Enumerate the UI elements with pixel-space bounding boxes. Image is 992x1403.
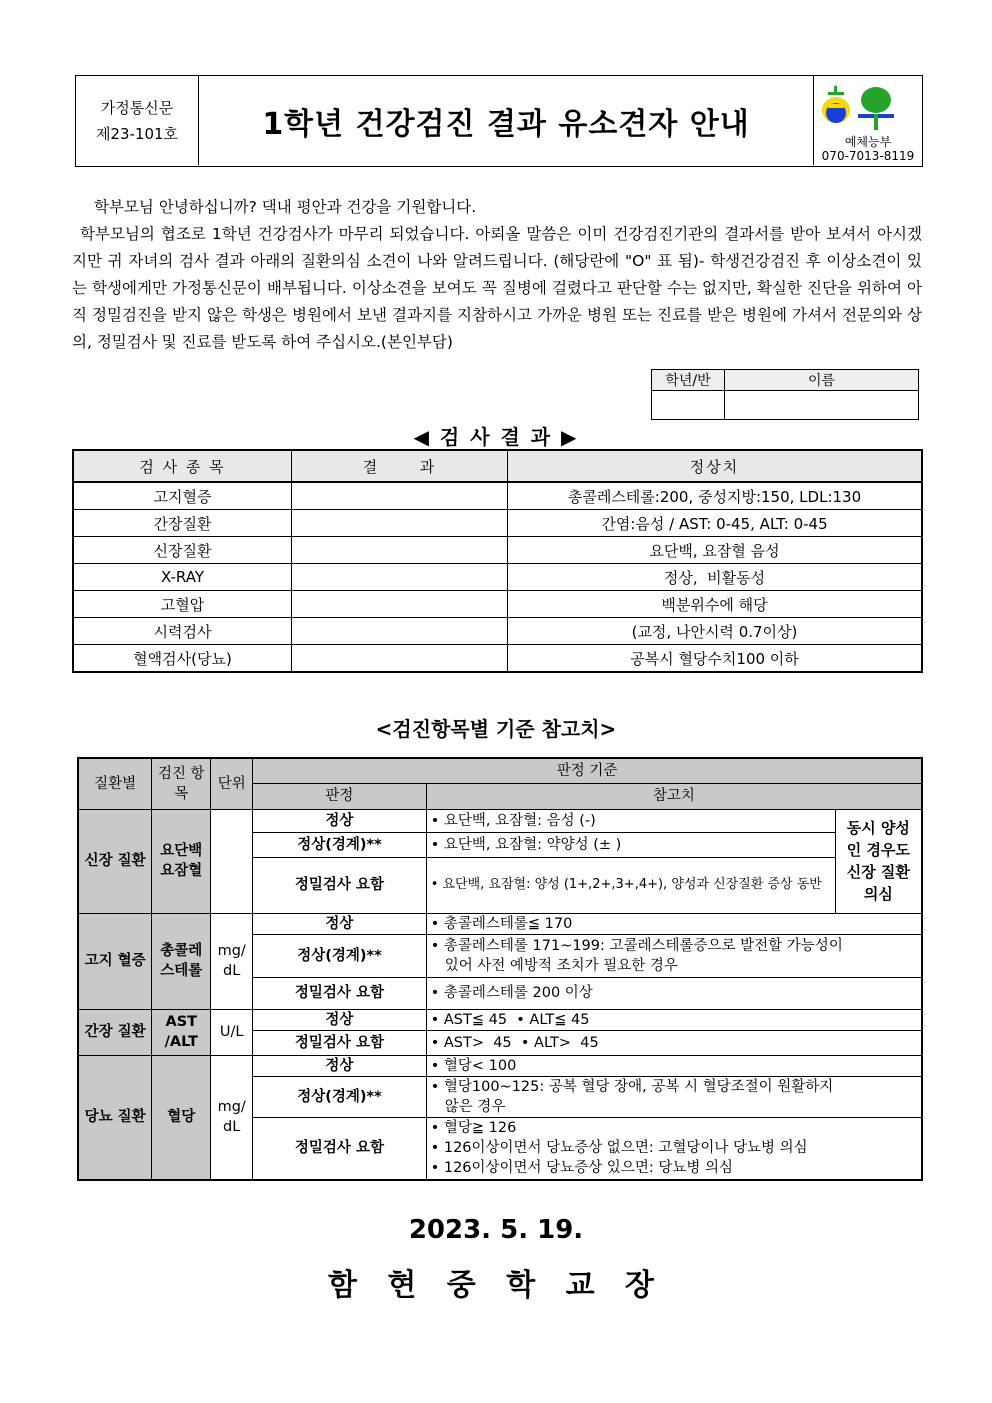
judgment-cell: 정상(경계)** (253, 1076, 427, 1117)
student-info-box (651, 369, 919, 420)
grade-class-label: 학년/반 (652, 370, 725, 391)
table-row (73, 510, 922, 537)
result-cell[interactable] (292, 591, 508, 618)
table-row (73, 564, 922, 591)
header-reference: 참고치 (426, 783, 922, 809)
reference-line: 있어 사전 예방적 조치가 필요한 경우 (444, 957, 678, 974)
header-unit: 단위 (211, 758, 253, 809)
table-row (73, 591, 922, 618)
doc-number: 제23-101호 (95, 124, 179, 143)
judgment-cell: 정밀검사 요함 (253, 1030, 427, 1055)
unit-diabetes: mg/ dL (211, 1055, 253, 1180)
header-disease: 질환별 (78, 758, 152, 809)
col-header-item: 검 사 종 목 (73, 450, 292, 482)
header-criteria: 판정 기준 (253, 758, 922, 783)
judgment-cell: 정상 (253, 809, 427, 832)
result-cell[interactable] (292, 482, 508, 510)
reference-cell: • AST> 45 • ALT> 45 (426, 1030, 922, 1055)
disease-diabetes: 당뇨 질환 (78, 1055, 152, 1180)
normal-cell: 백분위수에 해당 (508, 591, 923, 618)
col-header-normal: 정상치 (508, 450, 923, 482)
disease-liver: 간장 질환 (78, 1009, 152, 1055)
result-header-row (73, 450, 922, 482)
table-row (73, 618, 922, 645)
table-row (78, 1009, 922, 1030)
result-cell[interactable] (292, 537, 508, 564)
doc-info (76, 76, 199, 165)
normal-cell: 공복시 혈당수치100 이하 (508, 645, 923, 673)
reference-cell: • 요단백, 요잠혈: 양성 (1+,2+,3+,4+), 양성과 신장질환 증상 동반 (426, 857, 835, 913)
greeting: 학부모님 안녕하십니까? 댁내 평안과 건강을 기원합니다. (94, 198, 477, 216)
reference-section-title: <검진항목별 기준 참고치> (375, 717, 617, 741)
reference-table (77, 757, 923, 1181)
principal-signature: 함 현 중 학 교 장 (327, 1268, 665, 1303)
page-title: 1학년 건강검진 결과 유소견자 안내 (262, 106, 750, 142)
issue-date: 2023. 5. 19. (408, 1215, 584, 1245)
table-row (73, 537, 922, 564)
result-table (72, 449, 923, 673)
normal-cell: (교정, 나안시력 0.7이상) (508, 618, 923, 645)
judgment-cell: 정상(경계)** (253, 832, 427, 857)
result-cell[interactable] (292, 618, 508, 645)
intro-body: 학부모님의 협조로 1학년 건강검사가 마무리 되었습니다. 아뢰올 말씀은 이미 건강검진기관의 결과서를 받아 보셔서 아시겠지만 귀 자녀의 검사 결과 아래의 질환의심 소견이 나와 알려드립니다. (해당란에 "O" 표 됨)- 학생건강검진 후 이상소견이 있는 학생에게만 가정통신문이 배부됩니다. 이상소견을 보여도 꼭 질병에 걸렸다고 판단할 수는 없지만, 확실한 진단을 위하여 아직 정밀검진을 받지 않은 학생은 병원에서 보낸 결과지를 지참하시고 가까운 병원 또는 진료를 받은 병원에 가셔서 전문의와 상의, 정밀검사 및 진료를 받도록 하여 주십시오.(본인부담) (72, 225, 922, 351)
item-liver: AST /ALT (152, 1009, 211, 1055)
item-cell: 혈액검사(당뇨) (73, 645, 292, 673)
grade-class-field[interactable] (652, 391, 725, 420)
judgment-cell: 정상 (253, 1009, 427, 1030)
judgment-cell: 정밀검사 요함 (253, 857, 427, 913)
judgment-cell: 정상 (253, 913, 427, 934)
table-row (78, 1055, 922, 1076)
table-row (78, 809, 922, 832)
reference-line: • 혈당100~125: 공복 혈당 장애, 공복 시 혈당조절이 원활하지 (430, 1078, 834, 1095)
table-row (78, 913, 922, 934)
col-header-result: 결 과 (292, 450, 508, 482)
notice-header (75, 75, 923, 167)
normal-cell: 총콜레스테롤:200, 중성지방:150, LDL:130 (508, 482, 923, 510)
logo-phone: 070-7013-8119 (821, 149, 915, 163)
header-item: 검진 항목 (152, 758, 211, 809)
table-row (73, 645, 922, 673)
reference-line: 않은 경우 (444, 1098, 506, 1115)
unit-lipid: mg/ dL (211, 913, 253, 1009)
reference-cell: • 총콜레스테롤 200 이상 (426, 977, 922, 1009)
unit-liver: U/L (211, 1009, 253, 1055)
table-row (73, 482, 922, 510)
logo-icon (814, 80, 922, 140)
reference-cell (426, 1117, 922, 1180)
normal-cell: 간염:음성 / AST: 0-45, ALT: 0-45 (508, 510, 923, 537)
reference-line: • 126이상이면서 당뇨증상 없으면: 고혈당이나 당뇨병 의심 (430, 1140, 808, 1157)
reference-cell: • 혈당< 100 (426, 1055, 922, 1076)
judgment-cell: 정밀검사 요함 (253, 977, 427, 1009)
result-cell[interactable] (292, 645, 508, 673)
item-cell: 고지혈증 (73, 482, 292, 510)
disease-lipid: 고지 혈증 (78, 913, 152, 1009)
item-kidney: 요단백 요잠혈 (152, 809, 211, 913)
result-cell[interactable] (292, 564, 508, 591)
reference-line: • 총콜레스테롤 171~199: 고콜레스테롤증으로 발전할 가능성이 (430, 937, 843, 954)
judgment-cell: 정상 (253, 1055, 427, 1076)
item-cell: 신장질환 (73, 537, 292, 564)
reference-line: • 126이상이면서 당뇨증상 있으면: 당뇨병 의심 (430, 1160, 733, 1177)
judgment-cell: 정밀검사 요함 (253, 1117, 427, 1180)
item-cell: X-RAY (73, 564, 292, 591)
item-cell: 시력검사 (73, 618, 292, 645)
item-lipid: 총콜레 스테롤 (152, 913, 211, 1009)
logo-department: 예체능부 (844, 135, 892, 149)
normal-cell: 정상, 비활동성 (508, 564, 923, 591)
result-section-title: ◀ 검 사 결 과 ▶ (413, 425, 579, 449)
item-cell: 고혈압 (73, 591, 292, 618)
reference-cell: • 요단백, 요잠혈: 약양성 (± ) (426, 832, 835, 857)
item-diabetes: 혈당 (152, 1055, 211, 1180)
reference-cell (426, 934, 922, 977)
header-judgment: 판정 (253, 783, 427, 809)
judgment-cell: 정상(경계)** (253, 934, 427, 977)
department-logo (813, 76, 922, 165)
doc-type: 가정통신문 (100, 98, 174, 117)
disease-kidney: 신장 질환 (78, 809, 152, 913)
item-cell: 간장질환 (73, 510, 292, 537)
result-cell[interactable] (292, 510, 508, 537)
reference-cell: • 요단백, 요잠혈: 음성 (-) (426, 809, 835, 832)
reference-line: • 혈당≧ 126 (430, 1120, 517, 1137)
kidney-note: 동시 양성인 경우도 신장 질환 의심 (835, 809, 922, 913)
name-field[interactable] (725, 391, 919, 420)
unit-kidney (211, 809, 253, 913)
reference-cell (426, 1076, 922, 1117)
reference-cell: • 총콜레스테롤≦ 170 (426, 913, 922, 934)
name-label: 이름 (725, 370, 919, 391)
reference-cell: • AST≦ 45 • ALT≦ 45 (426, 1009, 922, 1030)
normal-cell: 요단백, 요잠혈 음성 (508, 537, 923, 564)
intro-text (72, 194, 922, 356)
